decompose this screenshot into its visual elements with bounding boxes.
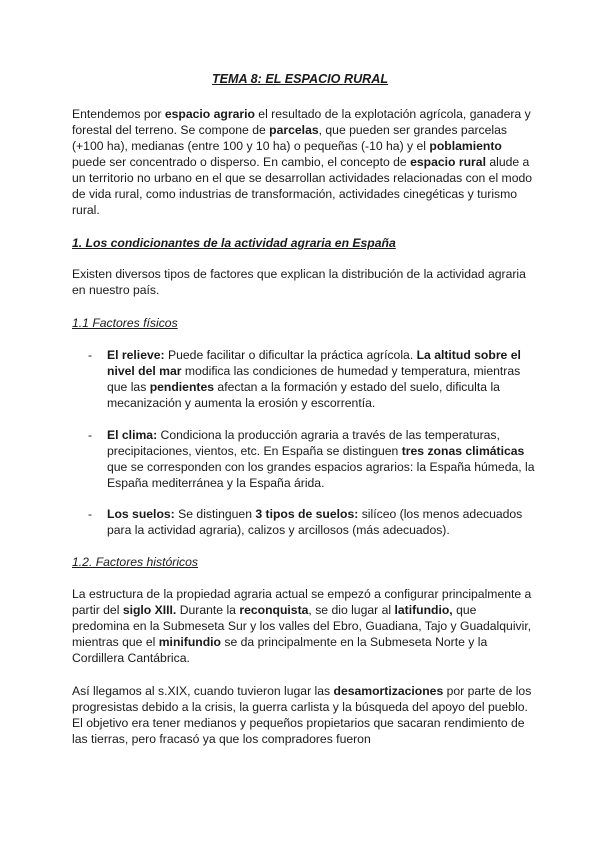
text-run: Puede facilitar o dificultar la práctica agrícola. — [164, 348, 417, 362]
page-title: TEMA 8: EL ESPACIO RURAL — [211, 72, 389, 86]
text-run: que predomina en la Submeseta Sur y los valles del Ebro, Guadiana, Tajo y Guadalquivir, mientras que el — [72, 603, 532, 649]
factor-list — [88, 427, 536, 491]
text-run: Así llegamos al s.XIX, cuando tuvieron lugar las — [72, 684, 334, 698]
text-run: Se distinguen — [174, 507, 256, 521]
bold-term: siglo XIII. — [122, 603, 177, 617]
bold-term: Los suelos: — [107, 507, 175, 521]
section-heading: 1. Los condicionantes de la actividad agraria en España — [72, 236, 396, 250]
bold-term: La altitud sobre el nivel del mar — [107, 348, 521, 378]
text-run: , que pueden ser grandes parcelas (+100 ha), medianas (entre 100 y 10 ha) o pequeñas (-10 ha) y el — [72, 123, 507, 153]
dash-bullet: - — [88, 348, 93, 362]
text-run: se da principalmente en la Submeseta Norte y la Cordillera Cantábrica. — [72, 635, 488, 665]
text-run: puede ser concentrado o disperso. En cambio, el concepto de — [72, 155, 411, 169]
text-run: Durante la — [176, 603, 240, 617]
text-run: Entendemos por — [72, 107, 165, 121]
text-run: modifica las condiciones de humedad y temperatura, mientras que las — [107, 364, 521, 394]
dash-bullet: - — [88, 428, 93, 442]
list-item — [88, 347, 536, 411]
bold-term: poblamiento — [429, 139, 502, 153]
bold-term: espacio rural — [410, 155, 486, 169]
text-run: La estructura de la propiedad agraria actual se empezó a configurar principalmente a partir del — [72, 587, 532, 617]
factor-list — [88, 347, 536, 411]
bold-term: espacio agrario — [164, 107, 255, 121]
bold-term: El clima: — [107, 428, 158, 442]
text-run: que se corresponden con los grandes espacios agrarios: la España húmeda, la España mediterránea y la España árida. — [107, 460, 535, 490]
list-item — [88, 506, 536, 538]
text-run: silíceo (los menos adecuados para la actividad agraria), calizos y arcillosos (más adecuados). — [107, 507, 523, 537]
bold-term: pendientes — [149, 380, 215, 394]
bold-term: reconquista — [239, 603, 309, 617]
text-run: el resultado de la explotación agrícola, ganadera y forestal del terreno. Se compone de — [72, 107, 531, 137]
bold-term: El relieve: — [107, 348, 165, 362]
text-run: , se dio lugar al — [308, 603, 395, 617]
bold-term: tres zonas climáticas — [401, 444, 525, 458]
text-run: por parte de los progresistas debido a la crisis, la guerra carlista y la búsqueda del apoyo del pueblo. El objetivo era tener medianos y pequeños propietarios que sacaran rendimiento de las tierras, pero fracasó ya que los compradores fueron — [72, 684, 532, 746]
bold-term: 3 tipos de suelos: — [255, 507, 359, 521]
intro-paragraph — [72, 106, 534, 218]
subsection-heading: 1.2. Factores históricos — [72, 555, 198, 569]
text-run: alude a un territorio no urbano en el que se desarrollan actividades relacionadas con el modo de vida rural, como industrias de transformación, actividades cinegéticas y turismo rural. — [72, 155, 533, 217]
bold-term: minifundio — [158, 635, 221, 649]
list-item — [88, 427, 536, 491]
bold-term: latifundio, — [394, 603, 453, 617]
history-paragraph — [72, 586, 534, 666]
dash-bullet: - — [88, 507, 93, 521]
subsection-heading: 1.1 Factores físicos — [72, 316, 178, 330]
text-run: Condiciona la producción agraria a través de las temperaturas, precipitaciones, vientos, etc. En España se distinguen — [107, 428, 500, 458]
text-run: afectan a la formación y estado del suelo, dificulta la mecanización y aumenta la erosión y escorrentía. — [107, 380, 500, 410]
bold-term: desamortizaciones — [333, 684, 444, 698]
factor-list — [88, 506, 536, 538]
section-paragraph: Existen diversos tipos de factores que explican la distribución de la actividad agraria en nuestro país. — [72, 267, 526, 297]
history-paragraph — [72, 683, 534, 747]
bold-term: parcelas — [269, 123, 319, 137]
